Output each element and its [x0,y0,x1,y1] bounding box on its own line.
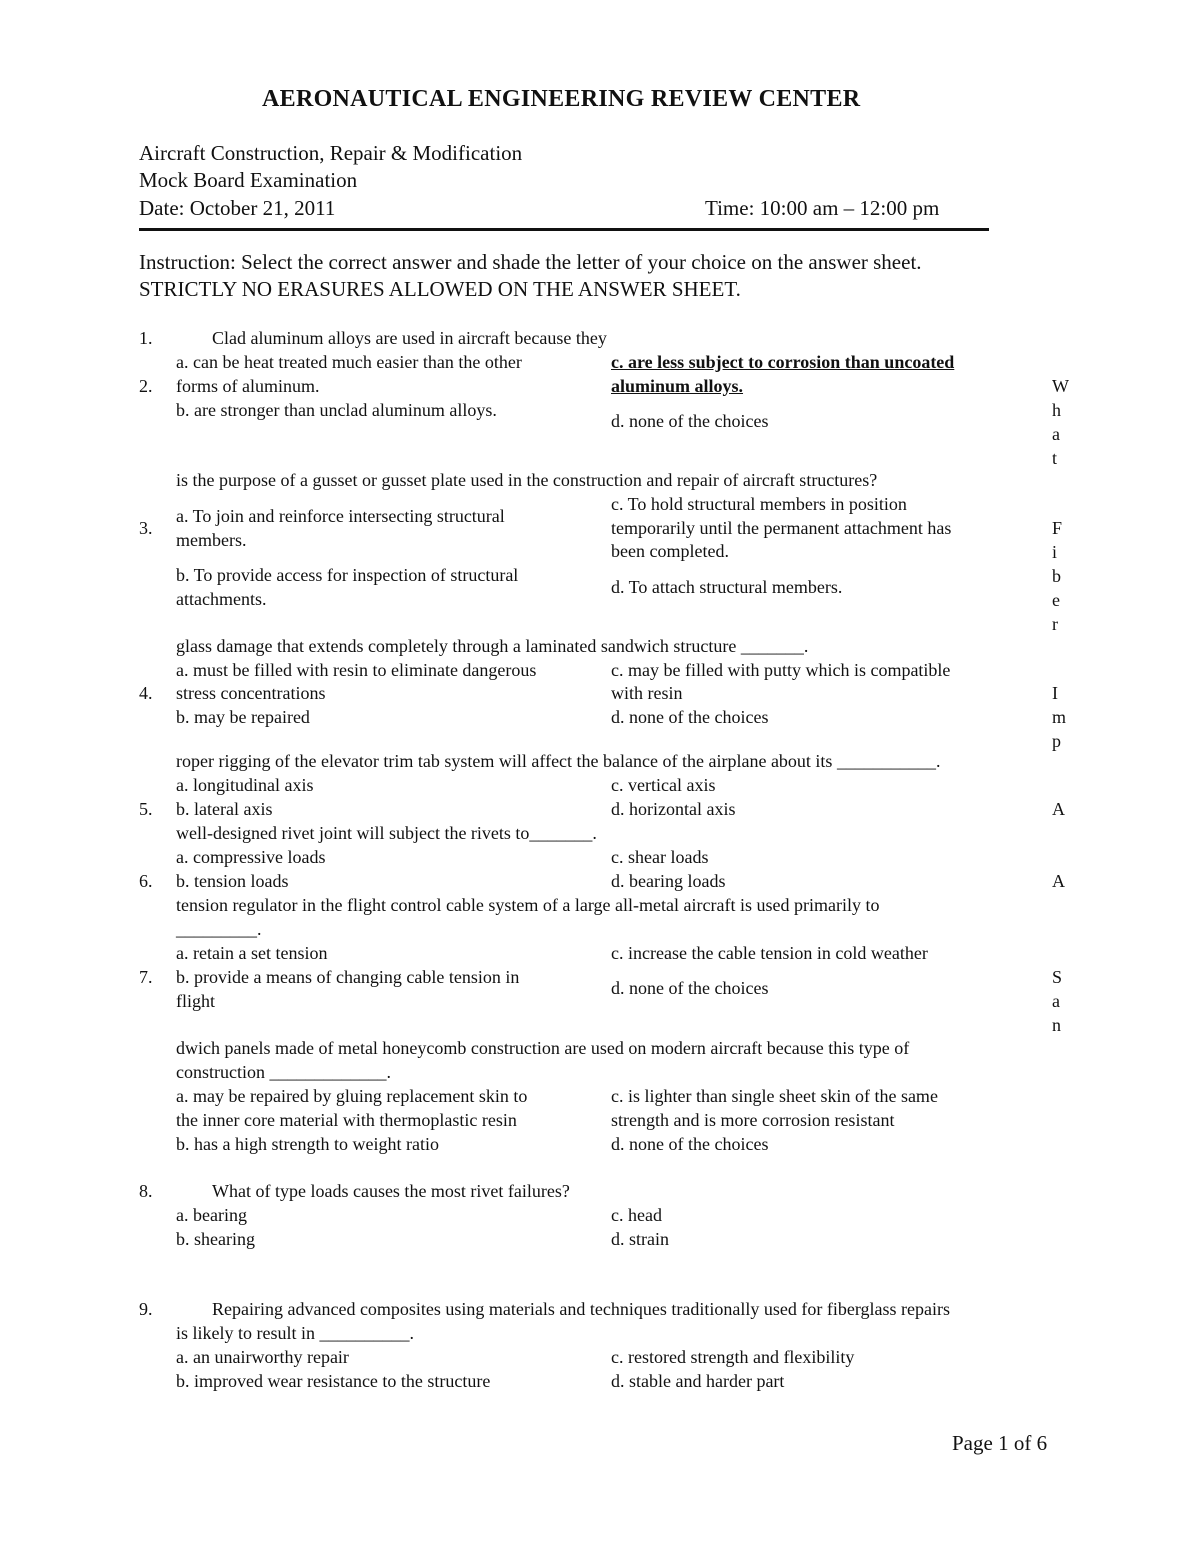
q9-text: Repairing advanced composites using materials and techniques traditionally used for fiberglass repairs [212,1299,950,1319]
q7b-option-c-cont: strength and is more corrosion resistant [611,1110,895,1130]
margin-letter: a [1052,991,1060,1011]
instruction-line: Instruction: Select the correct answer and shade the letter of your choice on the answer sheet. [139,250,922,274]
q8-text: What of type loads causes the most rivet failures? [212,1181,570,1201]
q8-option-d: d. strain [611,1229,669,1249]
q3-option-c-cont2: been completed. [611,541,729,561]
q3-number: 3. [139,518,153,538]
margin-letter: p [1052,731,1061,751]
q6-stem: well-designed rivet joint will subject the rivets to_______. [176,823,597,843]
q4-stem: glass damage that extends completely through a laminated sandwich structure _______. [176,636,809,656]
margin-letter: S [1052,967,1063,987]
margin-letter: W [1052,376,1069,396]
margin-letter: e [1052,590,1060,610]
q4-option-a-cont: stress concentrations [176,683,326,703]
q2-option-c-answer-cont: aluminum alloys. [611,376,744,396]
margin-letter: A [1052,799,1065,819]
q2-option-a-cont: forms of aluminum. [176,376,320,396]
q1-number: 1. [139,328,153,348]
q3-option-c-cont1: temporarily until the permanent attachment has [611,518,952,538]
q7b-stem: dwich panels made of metal honeycomb construction are used on modern aircraft because this type of [176,1038,910,1058]
q4-option-a: a. must be filled with resin to eliminate dangerous [176,660,537,680]
q7-option-c: c. increase the cable tension in cold weather [611,943,928,963]
q8-option-b: b. shearing [176,1229,255,1249]
margin-letter: m [1052,707,1067,727]
q7-stem-cont: _________. [176,919,262,939]
q7-number: 7. [139,967,153,987]
subject-line: Aircraft Construction, Repair & Modification [139,141,523,165]
q2-option-a: a. can be heat treated much easier than the other [176,352,522,372]
header-divider [139,228,989,231]
q9-text-cont: is likely to result in __________. [176,1323,414,1343]
q5-number: 5. [139,799,153,819]
q7-option-b: b. provide a means of changing cable tension in [176,967,520,987]
q3-option-a-cont: members. [176,530,247,550]
q6-option-d: d. bearing loads [611,871,726,891]
q5-option-c: c. vertical axis [611,775,716,795]
q9-number: 9. [139,1299,153,1319]
q8-number: 8. [139,1181,153,1201]
q7b-option-a: a. may be repaired by gluing replacement skin to [176,1086,528,1106]
margin-letter: i [1052,542,1058,562]
q3-option-c: c. To hold structural members in position [611,494,907,514]
exam-name: Mock Board Examination [139,168,358,192]
q5-stem: roper rigging of the elevator trim tab system will affect the balance of the airplane about its ___________. [176,751,941,771]
q2-option-c-answer: c. are less subject to corrosion than uncoated [611,352,955,372]
margin-letter: b [1052,566,1061,586]
margin-letter: A [1052,871,1065,891]
margin-letter: r [1052,614,1058,634]
q5-option-d: d. horizontal axis [611,799,736,819]
document-title: AERONAUTICAL ENGINEERING REVIEW CENTER [262,86,861,112]
q8-option-a: a. bearing [176,1205,247,1225]
q3-stem: is the purpose of a gusset or gusset plate used in the construction and repair of aircraft structures? [176,470,878,490]
margin-letter: h [1052,400,1061,420]
q7b-option-a-cont: the inner core material with thermoplastic resin [176,1110,517,1130]
q4-option-c: c. may be filled with putty which is compatible [611,660,951,680]
q4-option-c-cont: with resin [611,683,683,703]
q7b-stem-cont: construction _____________. [176,1062,391,1082]
q4-number: 4. [139,683,153,703]
q3-option-b: b. To provide access for inspection of structural [176,565,519,585]
q9-option-a: a. an unairworthy repair [176,1347,349,1367]
q4-option-b: b. may be repaired [176,707,310,727]
q2-option-d: d. none of the choices [611,411,769,431]
exam-time: Time: 10:00 am – 12:00 pm [705,196,940,220]
q9-option-b: b. improved wear resistance to the structure [176,1371,491,1391]
margin-letter: t [1052,448,1058,468]
q7-option-a: a. retain a set tension [176,943,328,963]
q3-option-b-cont: attachments. [176,589,267,609]
q7b-option-d: d. none of the choices [611,1134,769,1154]
q8-option-c: c. head [611,1205,662,1225]
margin-letter: F [1052,518,1063,538]
q9-option-c: c. restored strength and flexibility [611,1347,855,1367]
page-number: Page 1 of 6 [952,1431,1048,1455]
q6-option-b: b. tension loads [176,871,289,891]
q7-stem: tension regulator in the flight control cable system of a large all-metal aircraft is used primarily to [176,895,880,915]
q6-option-c: c. shear loads [611,847,709,867]
q7b-option-c: c. is lighter than single sheet skin of the same [611,1086,938,1106]
q5-option-b: b. lateral axis [176,799,273,819]
q6-number: 6. [139,871,153,891]
margin-letter: n [1052,1015,1061,1035]
q7b-option-b: b. has a high strength to weight ratio [176,1134,439,1154]
q2-option-b: b. are stronger than unclad aluminum alloys. [176,400,497,420]
q5-option-a: a. longitudinal axis [176,775,314,795]
q7-option-b-cont: flight [176,991,215,1011]
q3-option-a: a. To join and reinforce intersecting structural [176,506,505,526]
exam-date: Date: October 21, 2011 [139,196,336,220]
q4-option-d: d. none of the choices [611,707,769,727]
q7-option-d: d. none of the choices [611,978,769,998]
margin-letter: I [1052,683,1058,703]
q6-option-a: a. compressive loads [176,847,326,867]
q9-option-d: d. stable and harder part [611,1371,785,1391]
q2-number: 2. [139,376,153,396]
margin-letter: a [1052,424,1060,444]
q3-option-d: d. To attach structural members. [611,577,843,597]
q1-text: Clad aluminum alloys are used in aircraft because they [212,328,607,348]
instruction-warning: STRICTLY NO ERASURES ALLOWED ON THE ANSWER SHEET. [139,277,741,301]
